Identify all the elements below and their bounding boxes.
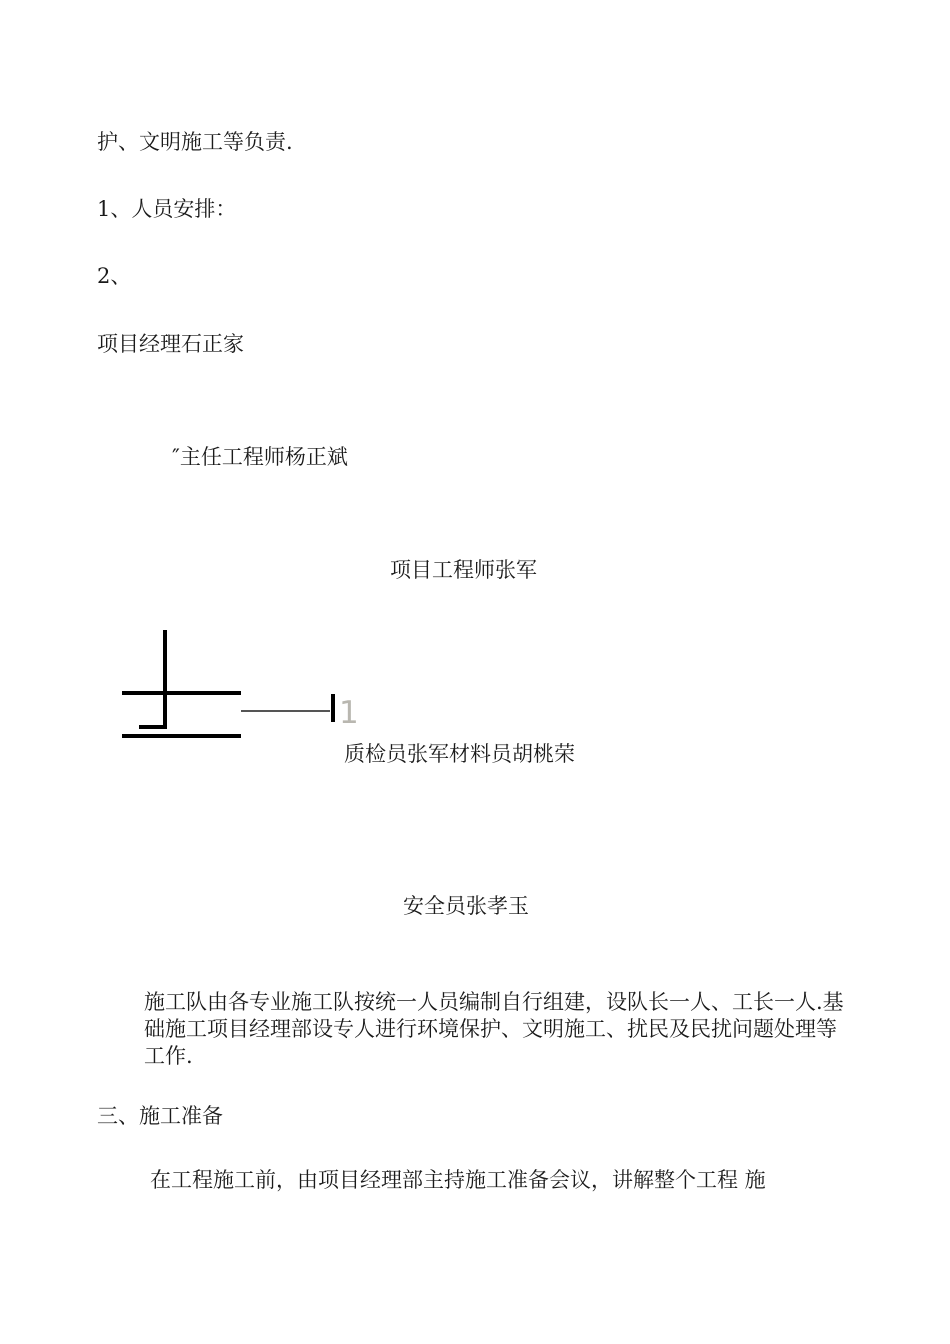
safety-officer: 安全员张孝玉 — [403, 894, 529, 918]
project-engineer: 项目工程师张军 — [390, 558, 537, 582]
text-line-top: 护、文明施工等负责. — [97, 130, 293, 154]
list-item-1: 1、人员安排： — [97, 197, 237, 221]
list-item-2: 2、 — [97, 264, 132, 288]
chief-engineer: ″主任工程师杨正斌 — [172, 445, 348, 469]
diagram-mark: 1 — [339, 695, 359, 731]
prep-paragraph: 在工程施工前，由项目经理部主持施工准备会议，讲解整个工程 施 — [150, 1168, 766, 1192]
project-manager: 项目经理石正家 — [97, 332, 244, 356]
section-heading-3: 三、施工准备 — [97, 1104, 223, 1128]
team-paragraph: 施工队由各专业施工队按统一人员编制自行组建，设队长一人、工长一人.基础施工项目经理部设专人进行环境保护、文明施工、扰民及民扰问题处理等工作. — [144, 990, 844, 1068]
qc-material-staff: 质检员张军材料员胡桃荣 — [344, 742, 575, 766]
